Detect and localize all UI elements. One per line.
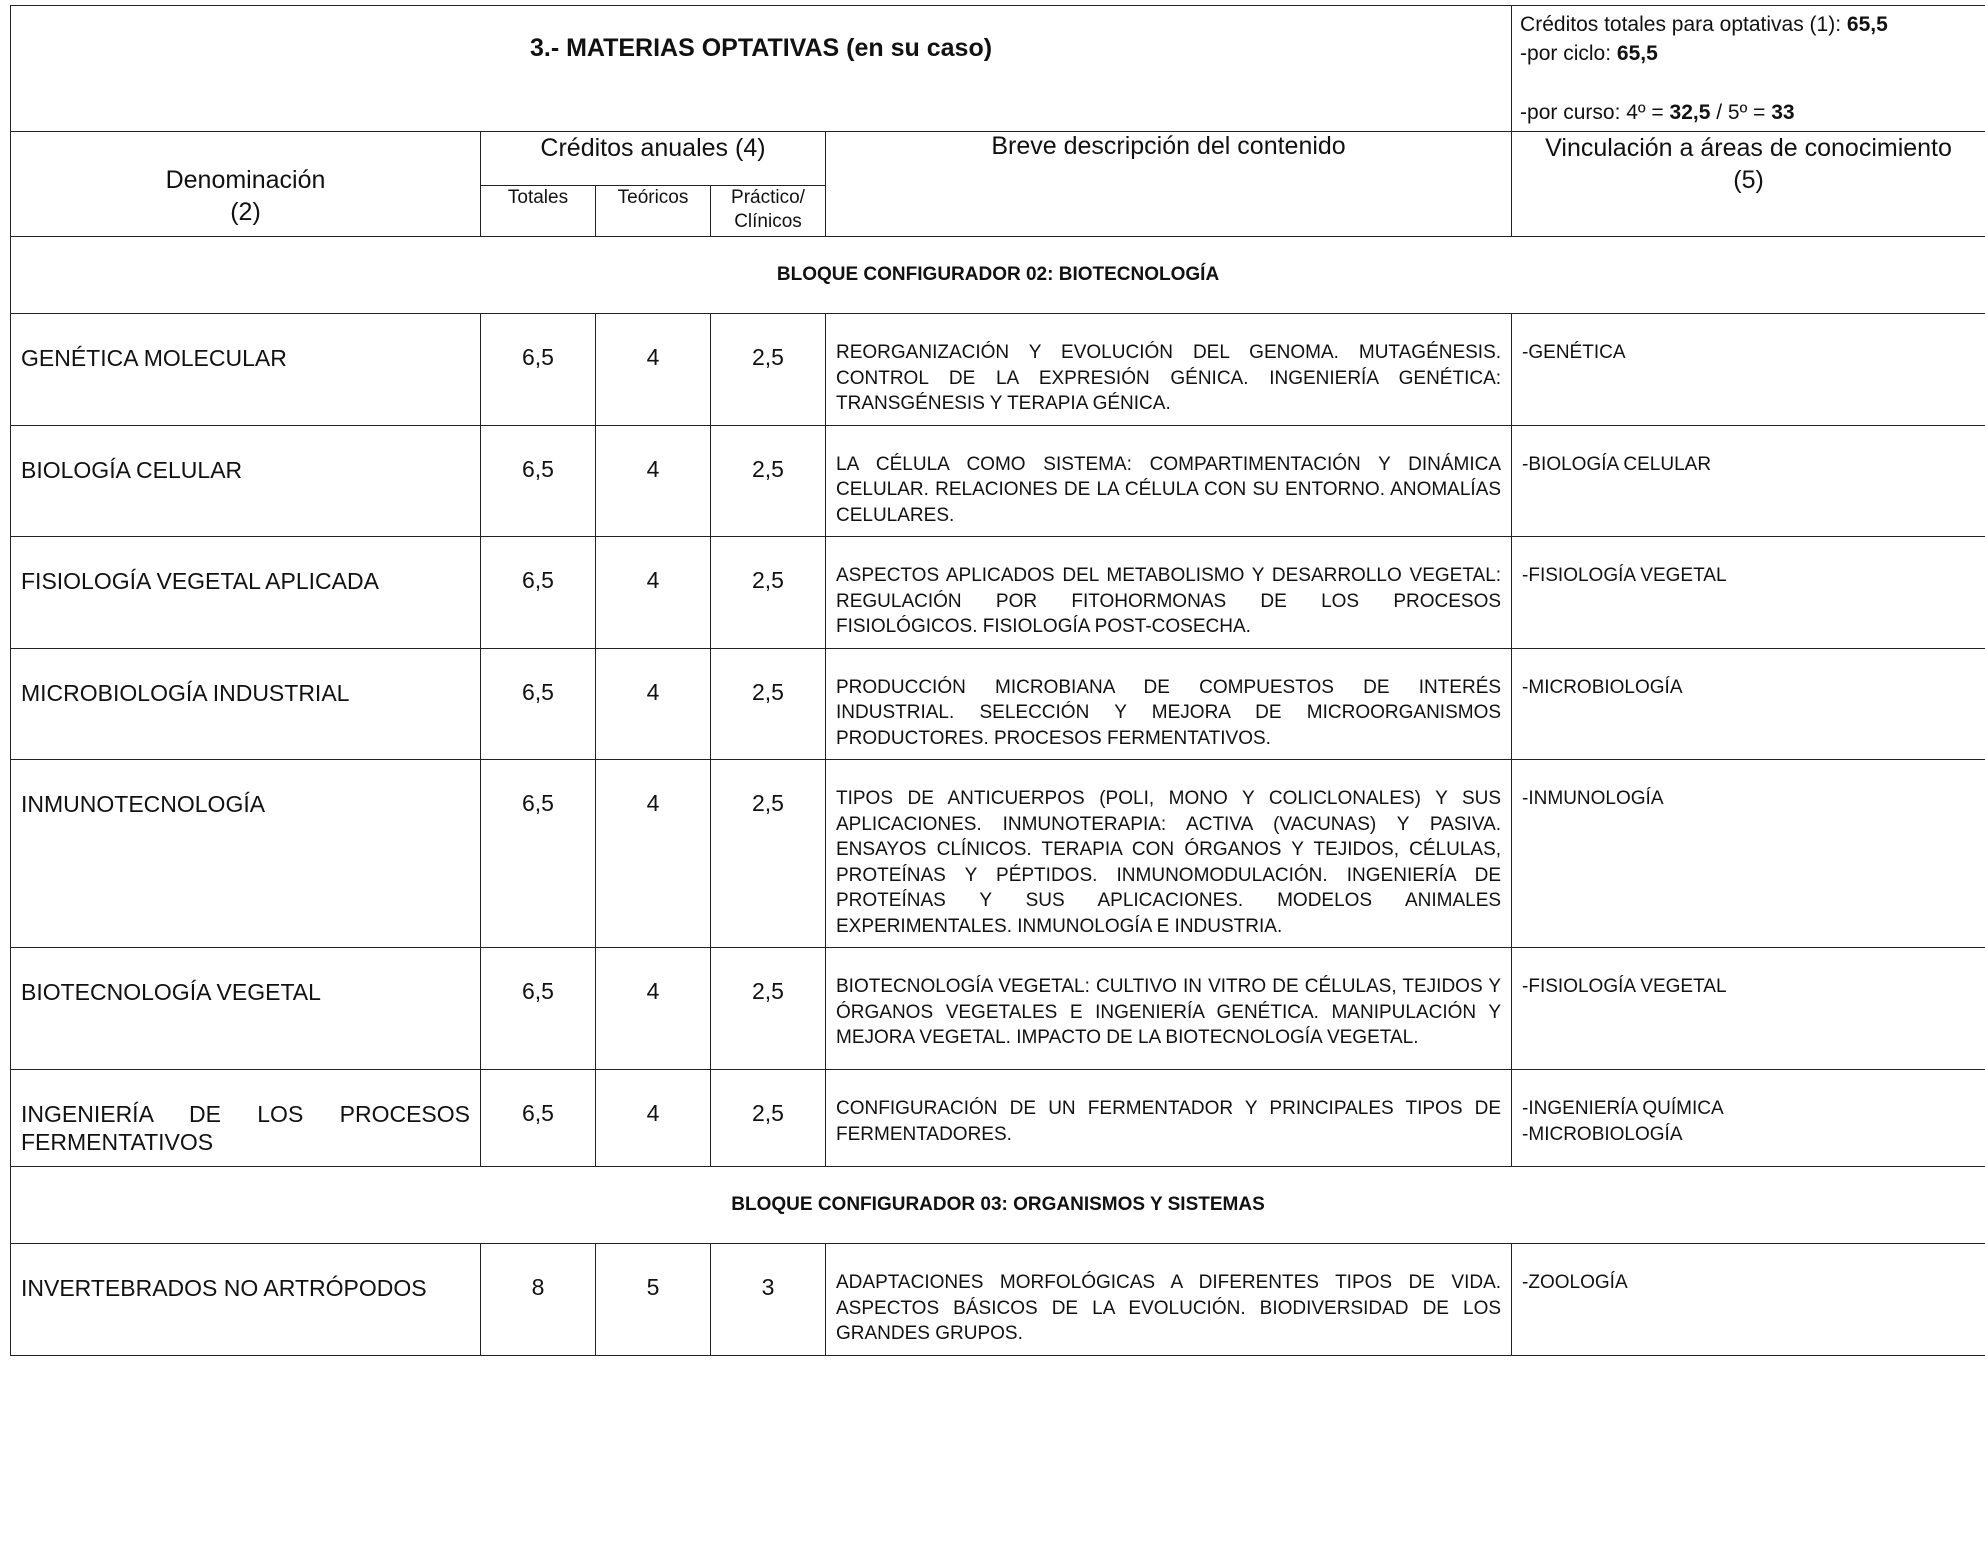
subject-description: PRODUCCIÓN MICROBIANA DE COMPUESTOS DE INTERÉS INDUSTRIAL. SELECCIÓN Y MEJORA DE MICROORGANISMOS PRODUCTORES. PROCESOS FERMENTATIVOS. <box>826 648 1512 760</box>
subject-row <box>11 1070 1985 1167</box>
subject-description: ADAPTACIONES MORFOLÓGICAS A DIFERENTES TIPOS DE VIDA. ASPECTOS BÁSICOS DE LA EVOLUCIÓN. BIODIVERSIDAD DE LOS GRANDES GRUPOS. <box>826 1244 1512 1356</box>
credits-totales: 6,5 <box>481 314 596 426</box>
course4-value: 32,5 <box>1669 101 1711 124</box>
credits-totales: 8 <box>481 1244 596 1356</box>
header-denominacion-label: Denominación <box>165 166 326 194</box>
credits-totales: 6,5 <box>481 425 596 537</box>
subject-row <box>11 314 1985 426</box>
block-title: BLOQUE CONFIGURADOR 03: ORGANISMOS Y SISTEMAS <box>11 1167 1985 1244</box>
subject-row <box>11 425 1985 537</box>
knowledge-areas <box>1512 1070 1985 1167</box>
credits-total-value: 65,5 <box>1846 13 1888 36</box>
knowledge-areas <box>1512 648 1985 760</box>
block-header-row <box>11 237 1985 314</box>
subject-name: GENÉTICA MOLECULAR <box>11 314 481 426</box>
knowledge-area-item: -MICROBIOLOGÍA <box>1522 676 1683 698</box>
course5-value: 33 <box>1771 101 1795 124</box>
subject-name: FISIOLOGÍA VEGETAL APLICADA <box>11 537 481 649</box>
credits-teoricos: 4 <box>596 1070 711 1167</box>
credits-teoricos: 4 <box>596 425 711 537</box>
credits-totales: 6,5 <box>481 648 596 760</box>
credits-teoricos: 5 <box>596 1244 711 1356</box>
credits-practicos: 2,5 <box>711 948 826 1070</box>
subject-name: BIOLOGÍA CELULAR <box>11 425 481 537</box>
column-header-row <box>11 132 1985 186</box>
knowledge-areas <box>1512 1244 1985 1356</box>
knowledge-area-item: -INGENIERÍA QUÍMICA <box>1522 1098 1724 1119</box>
credits-teoricos: 4 <box>596 537 711 649</box>
knowledge-area-item: -ZOOLOGÍA <box>1522 1272 1628 1293</box>
course-separator: / 5º = <box>1716 101 1766 124</box>
per-course-label: -por curso: 4º = <box>1520 101 1664 124</box>
header-creditos-label: Créditos anuales <box>540 134 729 162</box>
subject-name: MICROBIOLOGÍA INDUSTRIAL <box>11 648 481 760</box>
per-cycle-value: 65,5 <box>1616 42 1658 65</box>
credits-summary <box>1512 6 1985 132</box>
block-header-row <box>11 1167 1985 1244</box>
subject-row <box>11 948 1985 1070</box>
credits-practicos: 2,5 <box>711 648 826 760</box>
credits-teoricos: 4 <box>596 948 711 1070</box>
subject-description: CONFIGURACIÓN DE UN FERMENTADOR Y PRINCIPALES TIPOS DE FERMENTADORES. <box>826 1070 1512 1167</box>
page-title: 3.- MATERIAS OPTATIVAS (en su caso) <box>11 6 1512 132</box>
credits-totales: 6,5 <box>481 948 596 1070</box>
credits-teoricos: 4 <box>596 314 711 426</box>
header-creditos <box>481 132 826 186</box>
optional-subjects-table <box>10 5 1985 1356</box>
knowledge-areas <box>1512 537 1985 649</box>
subject-row <box>11 1244 1985 1356</box>
credits-practicos: 2,5 <box>711 1070 826 1167</box>
subject-name: INVERTEBRADOS NO ARTRÓPODOS <box>11 1244 481 1356</box>
credits-practicos: 2,5 <box>711 537 826 649</box>
subject-description: BIOTECNOLOGÍA VEGETAL: CULTIVO IN VITRO DE CÉLULAS, TEJIDOS Y ÓRGANOS VEGETALES E INGENIERÍA GENÉTICA. MANIPULACIÓN Y MEJORA VEGETAL. IMPACTO DE LA BIOTECNOLOGÍA VEGETAL. <box>826 948 1512 1070</box>
header-vinculacion-note: (5) <box>1733 166 1764 194</box>
credits-practicos: 3 <box>711 1244 826 1356</box>
header-practicos: Práctico/ Clínicos <box>711 186 826 237</box>
credits-total-label: Créditos totales para optativas (1): <box>1520 13 1842 36</box>
document-page <box>10 5 1985 1356</box>
subject-description: REORGANIZACIÓN Y EVOLUCIÓN DEL GENOMA. MUTAGÉNESIS. CONTROL DE LA EXPRESIÓN GÉNICA. INGENIERÍA GENÉTICA: TRANSGÉNESIS Y TERAPIA GÉNICA. <box>826 314 1512 426</box>
knowledge-area-item: -FISIOLOGÍA VEGETAL <box>1522 976 1727 997</box>
block-title: BLOQUE CONFIGURADOR 02: BIOTECNOLOGÍA <box>11 237 1985 314</box>
header-creditos-note: (4) <box>735 134 766 162</box>
knowledge-area-item: -INMUNOLOGÍA <box>1522 788 1664 809</box>
knowledge-areas <box>1512 425 1985 537</box>
header-denominacion-note: (2) <box>230 198 261 226</box>
credits-teoricos: 4 <box>596 648 711 760</box>
subject-row <box>11 648 1985 760</box>
credits-totales: 6,5 <box>481 760 596 948</box>
header-vinculacion <box>1512 132 1985 237</box>
header-teoricos: Teóricos <box>596 186 711 237</box>
knowledge-area-item: -GENÉTICA <box>1522 342 1626 363</box>
subject-description: LA CÉLULA COMO SISTEMA: COMPARTIMENTACIÓN Y DINÁMICA CELULAR. RELACIONES DE LA CÉLULA CON SU ENTORNO. ANOMALÍAS CELULARES. <box>826 425 1512 537</box>
knowledge-area-item: -BIOLOGÍA CELULAR <box>1522 453 1712 475</box>
credits-practicos: 2,5 <box>711 425 826 537</box>
subject-row <box>11 537 1985 649</box>
subject-description: ASPECTOS APLICADOS DEL METABOLISMO Y DESARROLLO VEGETAL: REGULACIÓN POR FITOHORMONAS DE LOS PROCESOS FISIOLÓGICOS. FISIOLOGÍA POST-COSECHA. <box>826 537 1512 649</box>
credits-teoricos: 4 <box>596 760 711 948</box>
subject-description: TIPOS DE ANTICUERPOS (POLI, MONO Y COLICLONALES) Y SUS APLICACIONES. INMUNOTERAPIA: ACTIVA (VACUNAS) Y PASIVA. ENSAYOS CLÍNICOS. TERAPIA CON ÓRGANOS Y TEJIDOS, CÉLULAS, PROTEÍNAS Y PÉPTIDOS. INMUNOMODULACIÓN. INGENIERÍA DE PROTEÍNAS Y SUS APLICACIONES. MODELOS ANIMALES EXPERIMENTALES. INMUNOLOGÍA E INDUSTRIA. <box>826 760 1512 948</box>
subject-name: INMUNOTECNOLOGÍA <box>11 760 481 948</box>
header-descripcion: Breve descripción del contenido <box>826 132 1512 237</box>
knowledge-areas <box>1512 314 1985 426</box>
credits-totales: 6,5 <box>481 1070 596 1167</box>
credits-totales: 6,5 <box>481 537 596 649</box>
knowledge-areas <box>1512 948 1985 1070</box>
knowledge-areas <box>1512 760 1985 948</box>
per-cycle-label: -por ciclo: <box>1520 42 1612 65</box>
header-totales: Totales <box>481 186 596 237</box>
subject-row <box>11 760 1985 948</box>
knowledge-area-item: -MICROBIOLOGÍA <box>1522 1124 1683 1145</box>
subject-name: BIOTECNOLOGÍA VEGETAL <box>11 948 481 1070</box>
credits-practicos: 2,5 <box>711 314 826 426</box>
header-vinculacion-label: Vinculación a áreas de conocimiento <box>1545 134 1952 162</box>
header-denominacion <box>11 132 481 237</box>
title-row <box>11 6 1985 132</box>
knowledge-area-item: -FISIOLOGÍA VEGETAL <box>1522 565 1727 586</box>
subject-name: INGENIERÍA DE LOS PROCESOS FERMENTATIVOS <box>11 1070 481 1167</box>
credits-practicos: 2,5 <box>711 760 826 948</box>
